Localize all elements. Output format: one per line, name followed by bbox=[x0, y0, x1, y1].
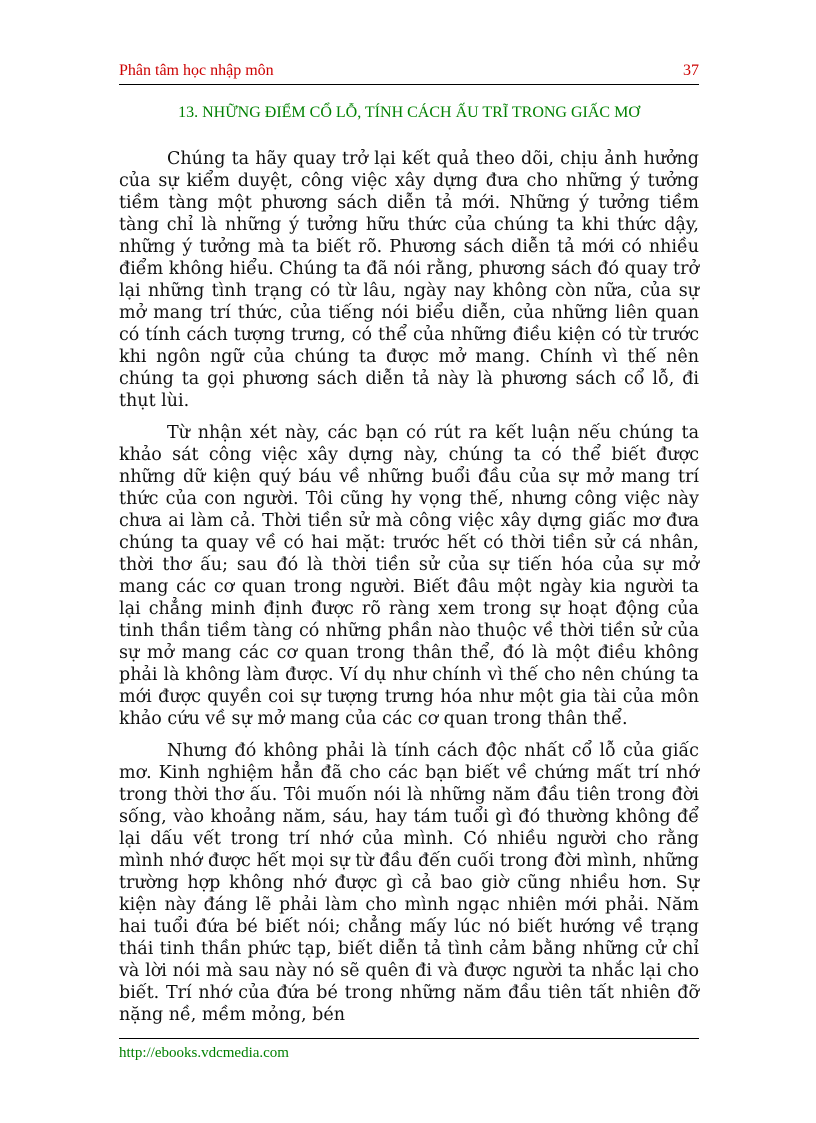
paragraph: Nhưng đó không phải là tính cách độc nhất cổ lỗ của giấc mơ. Kinh nghiệm hẳn đã cho các bạn biết về chứng mất trí nhớ trong thời thơ ấu. Tôi muốn nói là những năm đầu tiên trong đời sống, vào khoảng năm, sáu, hay tám tuổi gì đó thường không để lại dấu vết trong trí nhớ của mình. Có nhiều người cho rằng mình nhớ được hết mọi sự từ đầu đến cuối trong đời mình, những trường hợp không nhớ được gì cả bao giờ cũng nhiều hơn. Sự kiện này đáng lẽ phải làm cho mình ngạc nhiên mới phải. Năm hai tuổi đứa bé biết nói; chẳng mấy lúc nó biết hướng về trạng thái tinh thần phức tạp, biết diễn tả tình cảm bằng những cử chỉ và lời nói mà sau này nó sẽ quên đi và được người ta nhắc lại cho biết. Trí nhớ của đứa bé trong những năm đầu tiên tất nhiên đỡ nặng nề, mềm mỏng, bén bbox=[119, 741, 699, 1025]
paragraph: Chúng ta hãy quay trở lại kết quả theo dõi, chịu ảnh hưởng của sự kiểm duyệt, công việc xây dựng đưa cho những ý tưởng tiềm tàng một phương sách diễn tả mới. Những ý tưởng tiềm tàng chỉ là những ý tưởng hữu thức của chúng ta khi thức dậy, những ý tưởng mà ta biết rõ. Phương sách diễn tả mới có nhiều điểm không hiểu. Chúng ta đã nói rằng, phương sách đó quay trở lại những tình trạng có từ lâu, ngày nay không còn nữa, của sự mở mang trí thức, của tiếng nói biểu diễn, của những liên quan có tính cách tượng trưng, có thể của những điều kiện có từ trước khi ngôn ngữ của chúng ta được mở mang. Chính vì thế nên chúng ta gọi phương sách diễn tả này là phương sách cổ lỗ, đi thụt lùi. bbox=[119, 149, 699, 411]
book-title: Phân tâm học nhập môn bbox=[119, 62, 274, 79]
footer-link[interactable]: http://ebooks.vdcmedia.com bbox=[119, 1045, 289, 1061]
page-header bbox=[119, 62, 699, 85]
page-footer bbox=[119, 1038, 699, 1061]
body-text bbox=[119, 148, 699, 1036]
paragraph: Từ nhận xét này, các bạn có rút ra kết luận nếu chúng ta khảo sát công việc xây dựng này, chúng ta có thể biết được những dữ kiện quý báu về những buổi đầu của sự mở mang trí thức của con người. Tôi cũng hy vọng thế, nhưng công việc này chưa ai làm cả. Thời tiền sử mà công việc xây dựng giấc mơ đưa chúng ta quay về có hai mặt: trước hết có thời tiền sử cá nhân, thời thơ ấu; sau đó là thời tiền sử của sự tiến hóa của sự mở mang các cơ quan trong người. Biết đâu một ngày kia người ta lại chẳng minh định được rõ ràng xem trong sự hoạt động của tinh thần tiềm tàng có những phần nào thuộc về thời tiền sử của sự mở mang các cơ quan trong thân thể, đó là một điều không phải là không làm được. Ví dụ như chính vì thế cho nên chúng ta mới được quyền coi sự tượng trưng hóa như một gia tài của môn khảo cứu về sự mở mang của các cơ quan trong thân thể. bbox=[119, 423, 699, 729]
section-heading: 13. NHỮNG ĐIỂM CỔ LỖ, TÍNH CÁCH ẤU TRĨ TRONG GIẤC MƠ bbox=[178, 104, 640, 121]
page-number: 37 bbox=[683, 62, 699, 79]
